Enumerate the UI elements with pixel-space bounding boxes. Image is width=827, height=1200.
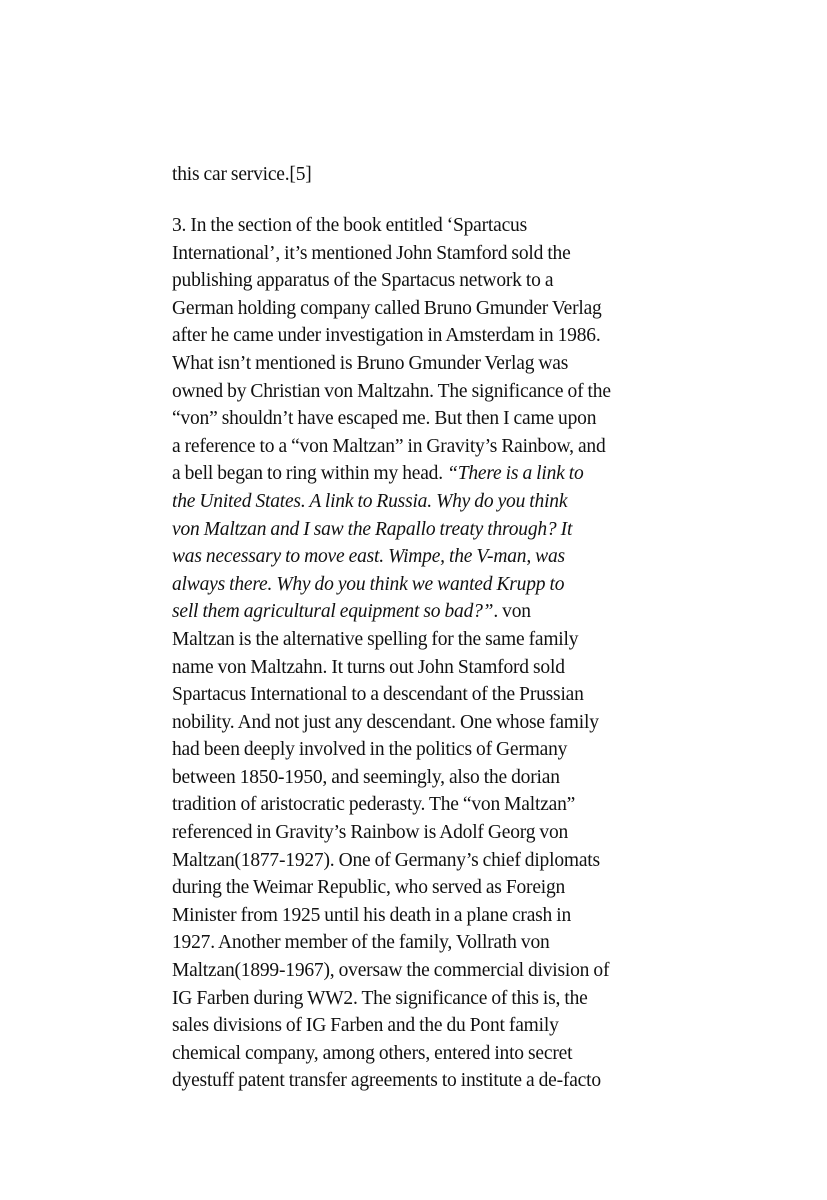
text-segment: “von” shouldn’t have escaped me. But then I came upon [172,408,597,430]
text-segment: Maltzan(1877-1927). One of Germany’s chief diplomats [172,849,600,871]
text-line: this car service.[5] [172,164,312,185]
text-line [172,985,662,1013]
text-line [172,957,662,985]
text-segment: Maltzan is the alternative spelling for the same family [172,628,579,650]
text-line [172,709,662,737]
text-segment: sales divisions of IG Farben and the du Pont family [172,1015,559,1037]
text-segment: nobility. And not just any descendant. One whose family [172,711,599,733]
text-line [172,267,662,295]
text-segment: a reference to a “von Maltzan” in Gravity’s Rainbow, and [172,435,606,457]
text-line [172,516,662,544]
text-segment: Spartacus International to a descendant of the Prussian [172,684,584,706]
italic-quote-text: always there. Why do you think we wanted Krupp to [172,573,565,595]
text-segment: Minister from 1925 until his death in a plane crash in [172,904,572,926]
text-line [172,1040,662,1068]
body-paragraph [172,212,662,1095]
text-line [172,1012,662,1040]
text-line [172,460,662,488]
text-line [172,626,662,654]
text-line [172,902,662,930]
text-line [172,874,662,902]
text-line [172,847,662,875]
text-segment: Maltzan(1899-1967), oversaw the commercial division of [172,960,610,982]
text-line [172,212,662,240]
italic-quote-text: sell them agricultural equipment so bad?” [172,601,494,623]
text-line [172,350,662,378]
text-segment: What isn’t mentioned is Bruno Gmunder Verlag was [172,352,569,374]
text-line [172,488,662,516]
text-segment: name von Maltzahn. It turns out John Stamford sold [172,656,565,678]
text-segment: had been deeply involved in the politics of Germany [172,739,568,761]
text-line [172,681,662,709]
text-line [172,1067,662,1095]
text-segment: IG Farben during WW2. The significance of this is, the [172,987,588,1009]
text-line [172,405,662,433]
text-segment: publishing apparatus of the Spartacus network to a [172,270,554,292]
text-line [172,240,662,268]
text-segment: during the Weimar Republic, who served as Foreign [172,877,566,899]
text-segment: dyestuff patent transfer agreements to institute a de-facto [172,1070,601,1092]
text-line [172,929,662,957]
text-segment: a bell began to ring within my head. [172,463,448,485]
text-line [172,543,662,571]
text-line [172,736,662,764]
text-line [172,791,662,819]
text-line [172,433,662,461]
italic-quote-text: the United States. A link to Russia. Why do you think [172,490,568,512]
text-segment: International’, it’s mentioned John Stamford sold the [172,242,571,264]
text-segment: between 1850-1950, and seemingly, also the dorian [172,766,560,788]
text-line [172,819,662,847]
text-segment: 1927. Another member of the family, Vollrath von [172,932,550,954]
text-segment: chemical company, among others, entered into secret [172,1042,573,1064]
text-line [172,571,662,599]
text-segment: German holding company called Bruno Gmunder Verlag [172,297,602,319]
text-line [172,322,662,350]
italic-quote-text: von Maltzan and I saw the Rapallo treaty through? It [172,518,573,540]
text-line [172,654,662,682]
text-line [172,378,662,406]
text-segment: 3. In the section of the book entitled ‘Spartacus [172,215,527,236]
text-segment: . von [493,601,531,623]
italic-quote-text: was necessary to move east. Wimpe, the V-man, was [172,546,565,568]
text-segment: owned by Christian von Maltzahn. The significance of the [172,380,611,402]
text-line [172,295,662,323]
text-segment: tradition of aristocratic pederasty. The “von Maltzan” [172,794,576,816]
text-segment: referenced in Gravity’s Rainbow is Adolf Georg von [172,822,569,844]
text-segment: after he came under investigation in Amsterdam in 1986. [172,325,601,347]
text-line [172,598,662,626]
italic-quote-text: “There is a link to [447,463,584,485]
continuation-text [172,161,662,189]
text-line [172,764,662,792]
